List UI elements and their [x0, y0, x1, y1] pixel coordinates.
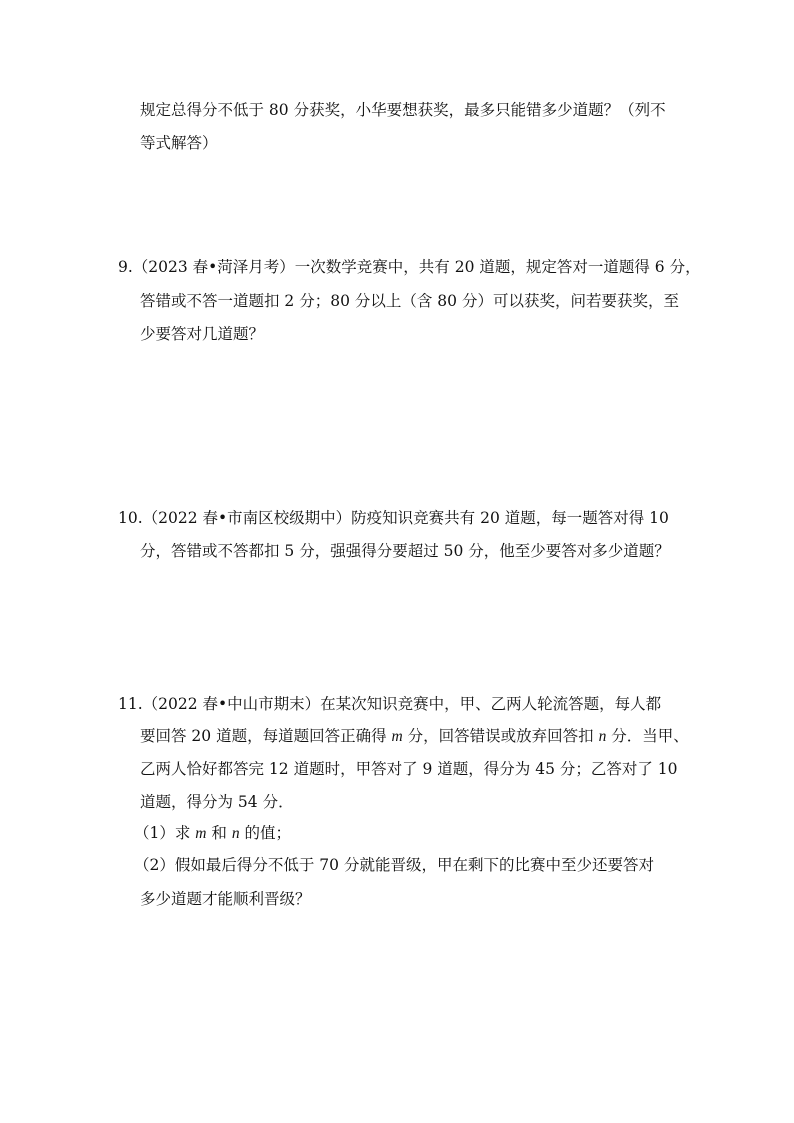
q11-part-1 [134, 823, 291, 844]
q11-line-2-text-b: 分，回答错误或放弃回答扣 [402, 727, 599, 745]
q11-part-2-line-2: 多少道题才能顺利晋级？ [140, 890, 311, 908]
q11-line-2-text-a: 要回答 20 道题，每道题回答正确得 [140, 727, 392, 745]
q10-line-2: 分，答错或不答都扣 5 分，强强得分要超过 50 分，他至少要答对多少道题？ [140, 542, 670, 560]
variable-n: n [598, 728, 607, 745]
q9-line-3: 少要答对几道题？ [140, 325, 265, 343]
q11-line-1: 11.（2022 春•中山市期末）在某次知识竞赛中，甲、乙两人轮流答题，每人都 [118, 695, 662, 713]
q11-line-4: 道题，得分为 54 分． [140, 793, 294, 811]
q11-part-1-text-a: （1）求 [134, 824, 196, 842]
q11-line-2 [140, 726, 689, 747]
q9-line-2: 答错或不答一道题扣 2 分；80 分以上（含 80 分）可以获奖，问若要获奖，至 [140, 292, 679, 310]
q8-line-1: 规定总得分不低于 80 分获奖，小华要想获奖，最多只能错多少道题？（列不 [140, 101, 666, 119]
variable-m: m [195, 825, 207, 842]
variable-m: m [391, 728, 403, 745]
q11-part-1-text-c: 的值； [239, 824, 292, 842]
q11-line-2-text-c: 分．当甲、 [606, 727, 689, 745]
variable-n: n [231, 825, 240, 842]
q11-part-2-line-1: （2）假如最后得分不低于 70 分就能晋级，甲在剩下的比赛中至少还要答对 [134, 856, 654, 874]
q11-line-3: 乙两人恰好都答完 12 道题时，甲答对了 9 道题，得分为 45 分；乙答对了 10 [140, 760, 678, 778]
q10-line-1: 10.（2022 春•市南区校级期中）防疫知识竞赛共有 20 道题，每一题答对得 10 [118, 509, 669, 527]
q9-line-1: 9.（2023 春•菏泽月考）一次数学竞赛中，共有 20 道题，规定答对一道题得 6 分， [118, 258, 701, 276]
q11-part-1-text-b: 和 [206, 824, 232, 842]
q8-line-2: 等式解答） [140, 134, 218, 152]
